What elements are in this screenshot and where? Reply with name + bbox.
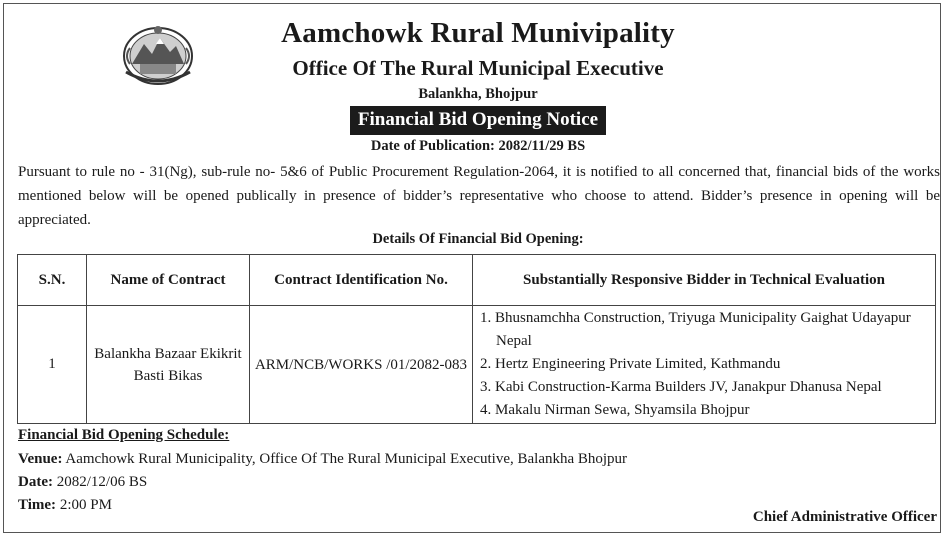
publication-date: Date of Publication: 2082/11/29 BS	[370, 138, 586, 154]
date-label: Date:	[18, 474, 53, 490]
bidder-item: 1. Bhusnamchha Construction, Triyuga Municipality Gaighat Udayapur Nepal	[480, 310, 911, 349]
office-title: Office Of The Rural Municipal Executive	[292, 56, 664, 80]
signatory: Chief Administrative Officer	[752, 509, 937, 525]
time-row	[18, 497, 112, 514]
date-value: 2082/12/06 BS	[56, 474, 148, 490]
date-row	[18, 474, 147, 491]
bid-table	[17, 254, 936, 424]
cell-contract-id: ARM/NCB/WORKS /01/2082-083	[250, 306, 473, 424]
header-bidders: Substantially Responsive Bidder in Technical Evaluation	[473, 255, 936, 306]
municipality-title: Aamchowk Rural Munivipality	[281, 17, 675, 49]
cell-sn: 1	[18, 306, 87, 424]
bidder-list	[480, 307, 934, 422]
location-subtitle: Balankha, Bhojpur	[418, 86, 538, 102]
notice-title: Financial Bid Opening Notice	[350, 106, 606, 135]
header-contract-name: Name of Contract	[87, 255, 250, 306]
cell-contract-name: Balankha Bazaar Ekikrit Basti Bikas	[87, 306, 250, 424]
table-header-row	[18, 255, 936, 306]
header-contract-id: Contract Identification No.	[250, 255, 473, 306]
schedule-heading: Financial Bid Opening Schedule:	[18, 427, 230, 443]
venue-row	[18, 451, 627, 468]
bidder-item: 4. Makalu Nirman Sewa, Shyamsila Bhojpur	[480, 402, 750, 418]
bidder-item: 3. Kabi Construction-Karma Builders JV, Janakpur Dhanusa Nepal	[480, 379, 882, 395]
notice-body: Pursuant to rule no - 31(Ng), sub-rule no- 5&6 of Public Procurement Regulation-2064, it is notified to all concerned that, financial bids of the works mentioned below will be opened publically in presence of bidder’s representative who choose to attend. Bidder’s presence in opening will be appreciated.	[18, 164, 940, 228]
header-sn: S.N.	[18, 255, 87, 306]
details-heading: Details Of Financial Bid Opening:	[372, 231, 584, 247]
time-value: 2:00 PM	[59, 497, 112, 513]
cell-bidders	[473, 306, 936, 424]
venue-value: Aamchowk Rural Municipality, Office Of The Rural Municipal Executive, Balankha Bhojpur	[65, 451, 628, 467]
notice-banner	[10, 106, 946, 135]
bidder-item: 2. Hertz Engineering Private Limited, Kathmandu	[480, 356, 781, 372]
time-label: Time:	[18, 497, 57, 513]
table-row	[18, 306, 936, 424]
venue-label: Venue:	[18, 451, 63, 467]
